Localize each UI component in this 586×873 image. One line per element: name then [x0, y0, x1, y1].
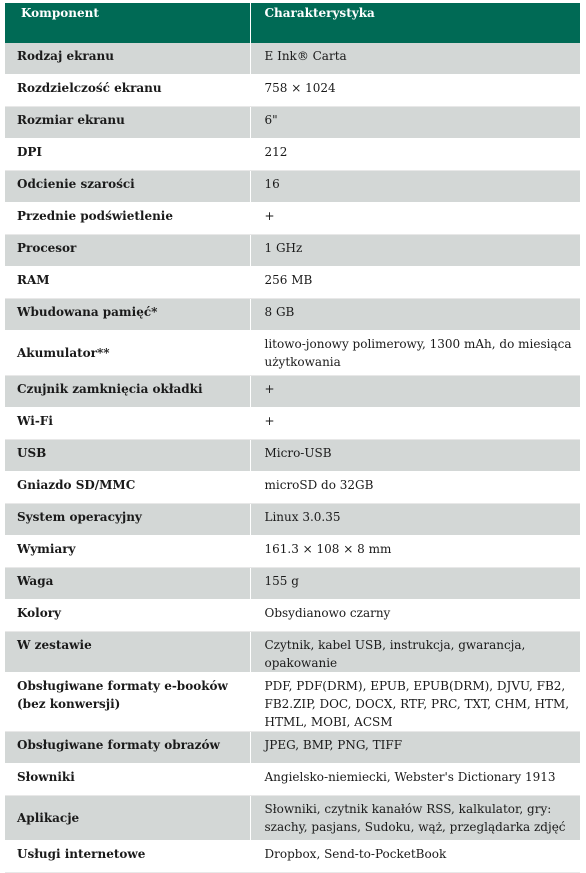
row-label: Wi-Fi: [5, 408, 250, 440]
row-label: Wbudowana pamięć*: [5, 299, 250, 331]
table-row: [5, 171, 580, 203]
row-value: 758 × 1024: [250, 75, 580, 107]
row-label: Waga: [5, 568, 250, 600]
row-value: 1 GHz: [250, 235, 580, 267]
table-row: [5, 203, 580, 235]
row-value: Czytnik, kabel USB, instrukcja, gwarancja, opakowanie: [250, 632, 580, 673]
row-label: Usługi internetowe: [5, 841, 250, 873]
table-row: [5, 440, 580, 472]
row-label: Rozdzielczość ekranu: [5, 75, 250, 107]
row-value: 212: [250, 139, 580, 171]
row-label: Aplikacje: [5, 796, 250, 841]
spec-table: [5, 3, 580, 873]
row-value: Słowniki, czytnik kanałów RSS, kalkulator, gry: szachy, pasjans, Sudoku, wąż, przeglądarka zdjęć: [250, 796, 580, 841]
table-row: [5, 43, 580, 75]
row-value: Micro-USB: [250, 440, 580, 472]
row-value: litowo-jonowy polimerowy, 1300 mAh, do miesiąca użytkowania: [250, 331, 580, 376]
row-value: 8 GB: [250, 299, 580, 331]
row-value: 256 MB: [250, 267, 580, 299]
row-label: Obsługiwane formaty e-booków (bez konwersji): [5, 673, 250, 732]
row-label: DPI: [5, 139, 250, 171]
table-row: [5, 267, 580, 299]
column-header-characteristics: Charakterystyka: [250, 3, 580, 43]
table-row: [5, 600, 580, 632]
table-row: [5, 732, 580, 764]
table-row: [5, 673, 580, 732]
table-row: [5, 299, 580, 331]
table-row: [5, 139, 580, 171]
row-label: USB: [5, 440, 250, 472]
row-label: Czujnik zamknięcia okładki: [5, 376, 250, 408]
table-row: [5, 376, 580, 408]
row-value: microSD do 32GB: [250, 472, 580, 504]
row-value: +: [250, 408, 580, 440]
row-label: Wymiary: [5, 536, 250, 568]
table-row: [5, 841, 580, 873]
row-label: Przednie podświetlenie: [5, 203, 250, 235]
row-label: Słowniki: [5, 764, 250, 796]
table-row: [5, 632, 580, 673]
row-label: Gniazdo SD/MMC: [5, 472, 250, 504]
row-value: Obsydianowo czarny: [250, 600, 580, 632]
table-row: [5, 568, 580, 600]
row-label: W zestawie: [5, 632, 250, 673]
table-row: [5, 75, 580, 107]
table-row: [5, 472, 580, 504]
row-label: System operacyjny: [5, 504, 250, 536]
table-row: [5, 235, 580, 267]
row-value: 161.3 × 108 × 8 mm: [250, 536, 580, 568]
column-header-component: Komponent: [5, 3, 250, 43]
row-label: Akumulator**: [5, 331, 250, 376]
table-row: [5, 107, 580, 139]
table-row: [5, 764, 580, 796]
row-label: Rodzaj ekranu: [5, 43, 250, 75]
row-value: 155 g: [250, 568, 580, 600]
row-value: E Ink® Carta: [250, 43, 580, 75]
row-value: JPEG, BMP, PNG, TIFF: [250, 732, 580, 764]
table-row: [5, 796, 580, 841]
table-row: [5, 536, 580, 568]
row-value: Angielsko-niemiecki, Webster's Dictionary 1913: [250, 764, 580, 796]
table-row: [5, 408, 580, 440]
row-value: +: [250, 376, 580, 408]
table-row: [5, 331, 580, 376]
row-label: Obsługiwane formaty obrazów: [5, 732, 250, 764]
row-label: Kolory: [5, 600, 250, 632]
table-header-row: [5, 3, 580, 43]
row-label: Rozmiar ekranu: [5, 107, 250, 139]
table-row: [5, 504, 580, 536]
row-label: Procesor: [5, 235, 250, 267]
row-value: 6": [250, 107, 580, 139]
row-value: PDF, PDF(DRM), EPUB, EPUB(DRM), DJVU, FB2, FB2.ZIP, DOC, DOCX, RTF, PRC, TXT, CHM, HTM, HTML, MOBI, ACSM: [250, 673, 580, 732]
row-value: 16: [250, 171, 580, 203]
row-label: Odcienie szarości: [5, 171, 250, 203]
row-label: RAM: [5, 267, 250, 299]
row-value: +: [250, 203, 580, 235]
row-value: Linux 3.0.35: [250, 504, 580, 536]
row-value: Dropbox, Send-to-PocketBook: [250, 841, 580, 873]
